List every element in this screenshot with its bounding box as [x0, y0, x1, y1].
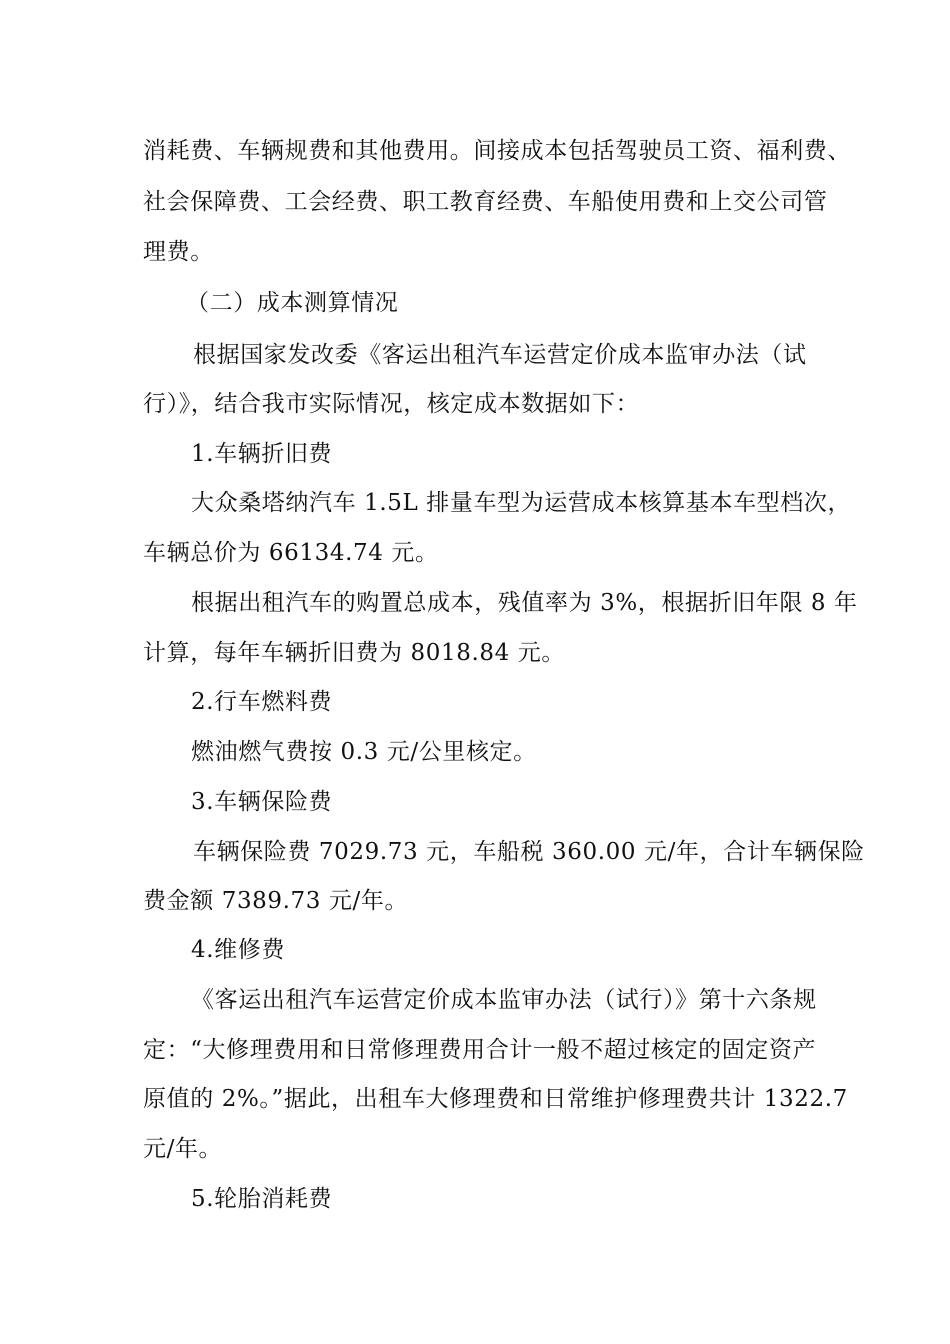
subsection-heading: 5.轮胎消耗费 — [191, 1186, 333, 1212]
paragraph-line: 《客运出租汽车运营定价成本监审办法（试行）》第十六条规 — [191, 987, 817, 1013]
paragraph-line: 计算，每年车辆折旧费为 8018.84 元。 — [143, 640, 565, 666]
subsection-heading: 2.行车燃料费 — [191, 689, 333, 715]
paragraph-line: 车辆保险费 7029.73 元，车船税 360.00 元/年，合计车辆保险 — [193, 839, 865, 865]
paragraph-line: 社会保障费、工会经费、职工教育经费、车船使用费和上交公司管 — [143, 189, 828, 215]
subsection-heading: 4.维修费 — [191, 937, 285, 963]
paragraph-line: 根据国家发改委《客运出租汽车运营定价成本监审办法（试 — [193, 342, 807, 368]
paragraph-line: 大众桑塔纳汽车 1.5L 排量车型为运营成本核算基本车型档次， — [191, 490, 852, 516]
paragraph-line: 行）》，结合我市实际情况，核定成本数据如下： — [143, 391, 640, 417]
subsection-heading: 3.车辆保险费 — [191, 789, 333, 815]
paragraph-line: 定：“大修理费用和日常修理费用合计一般不超过核定的固定资产 — [143, 1037, 817, 1063]
paragraph-line: 原值的 2%。”据此，出租车大修理费和日常维护修理费共计 1322.7 — [143, 1086, 848, 1112]
paragraph-line: 燃油燃气费按 0.3 元/公里核定。 — [191, 739, 537, 765]
paragraph-line: 根据出租汽车的购置总成本，残值率为 3%，根据折旧年限 8 年 — [191, 590, 858, 616]
paragraph-line: 费金额 7389.73 元/年。 — [143, 888, 409, 914]
paragraph-line: 车辆总价为 66134.74 元。 — [143, 540, 439, 566]
paragraph-line: 元/年。 — [143, 1136, 223, 1162]
section-heading: （二）成本测算情况 — [186, 290, 399, 316]
paragraph-line: 消耗费、车辆规费和其他费用。间接成本包括驾驶员工资、福利费、 — [143, 138, 851, 164]
paragraph-line: 理费。 — [143, 239, 214, 265]
subsection-heading: 1.车辆折旧费 — [191, 441, 333, 467]
